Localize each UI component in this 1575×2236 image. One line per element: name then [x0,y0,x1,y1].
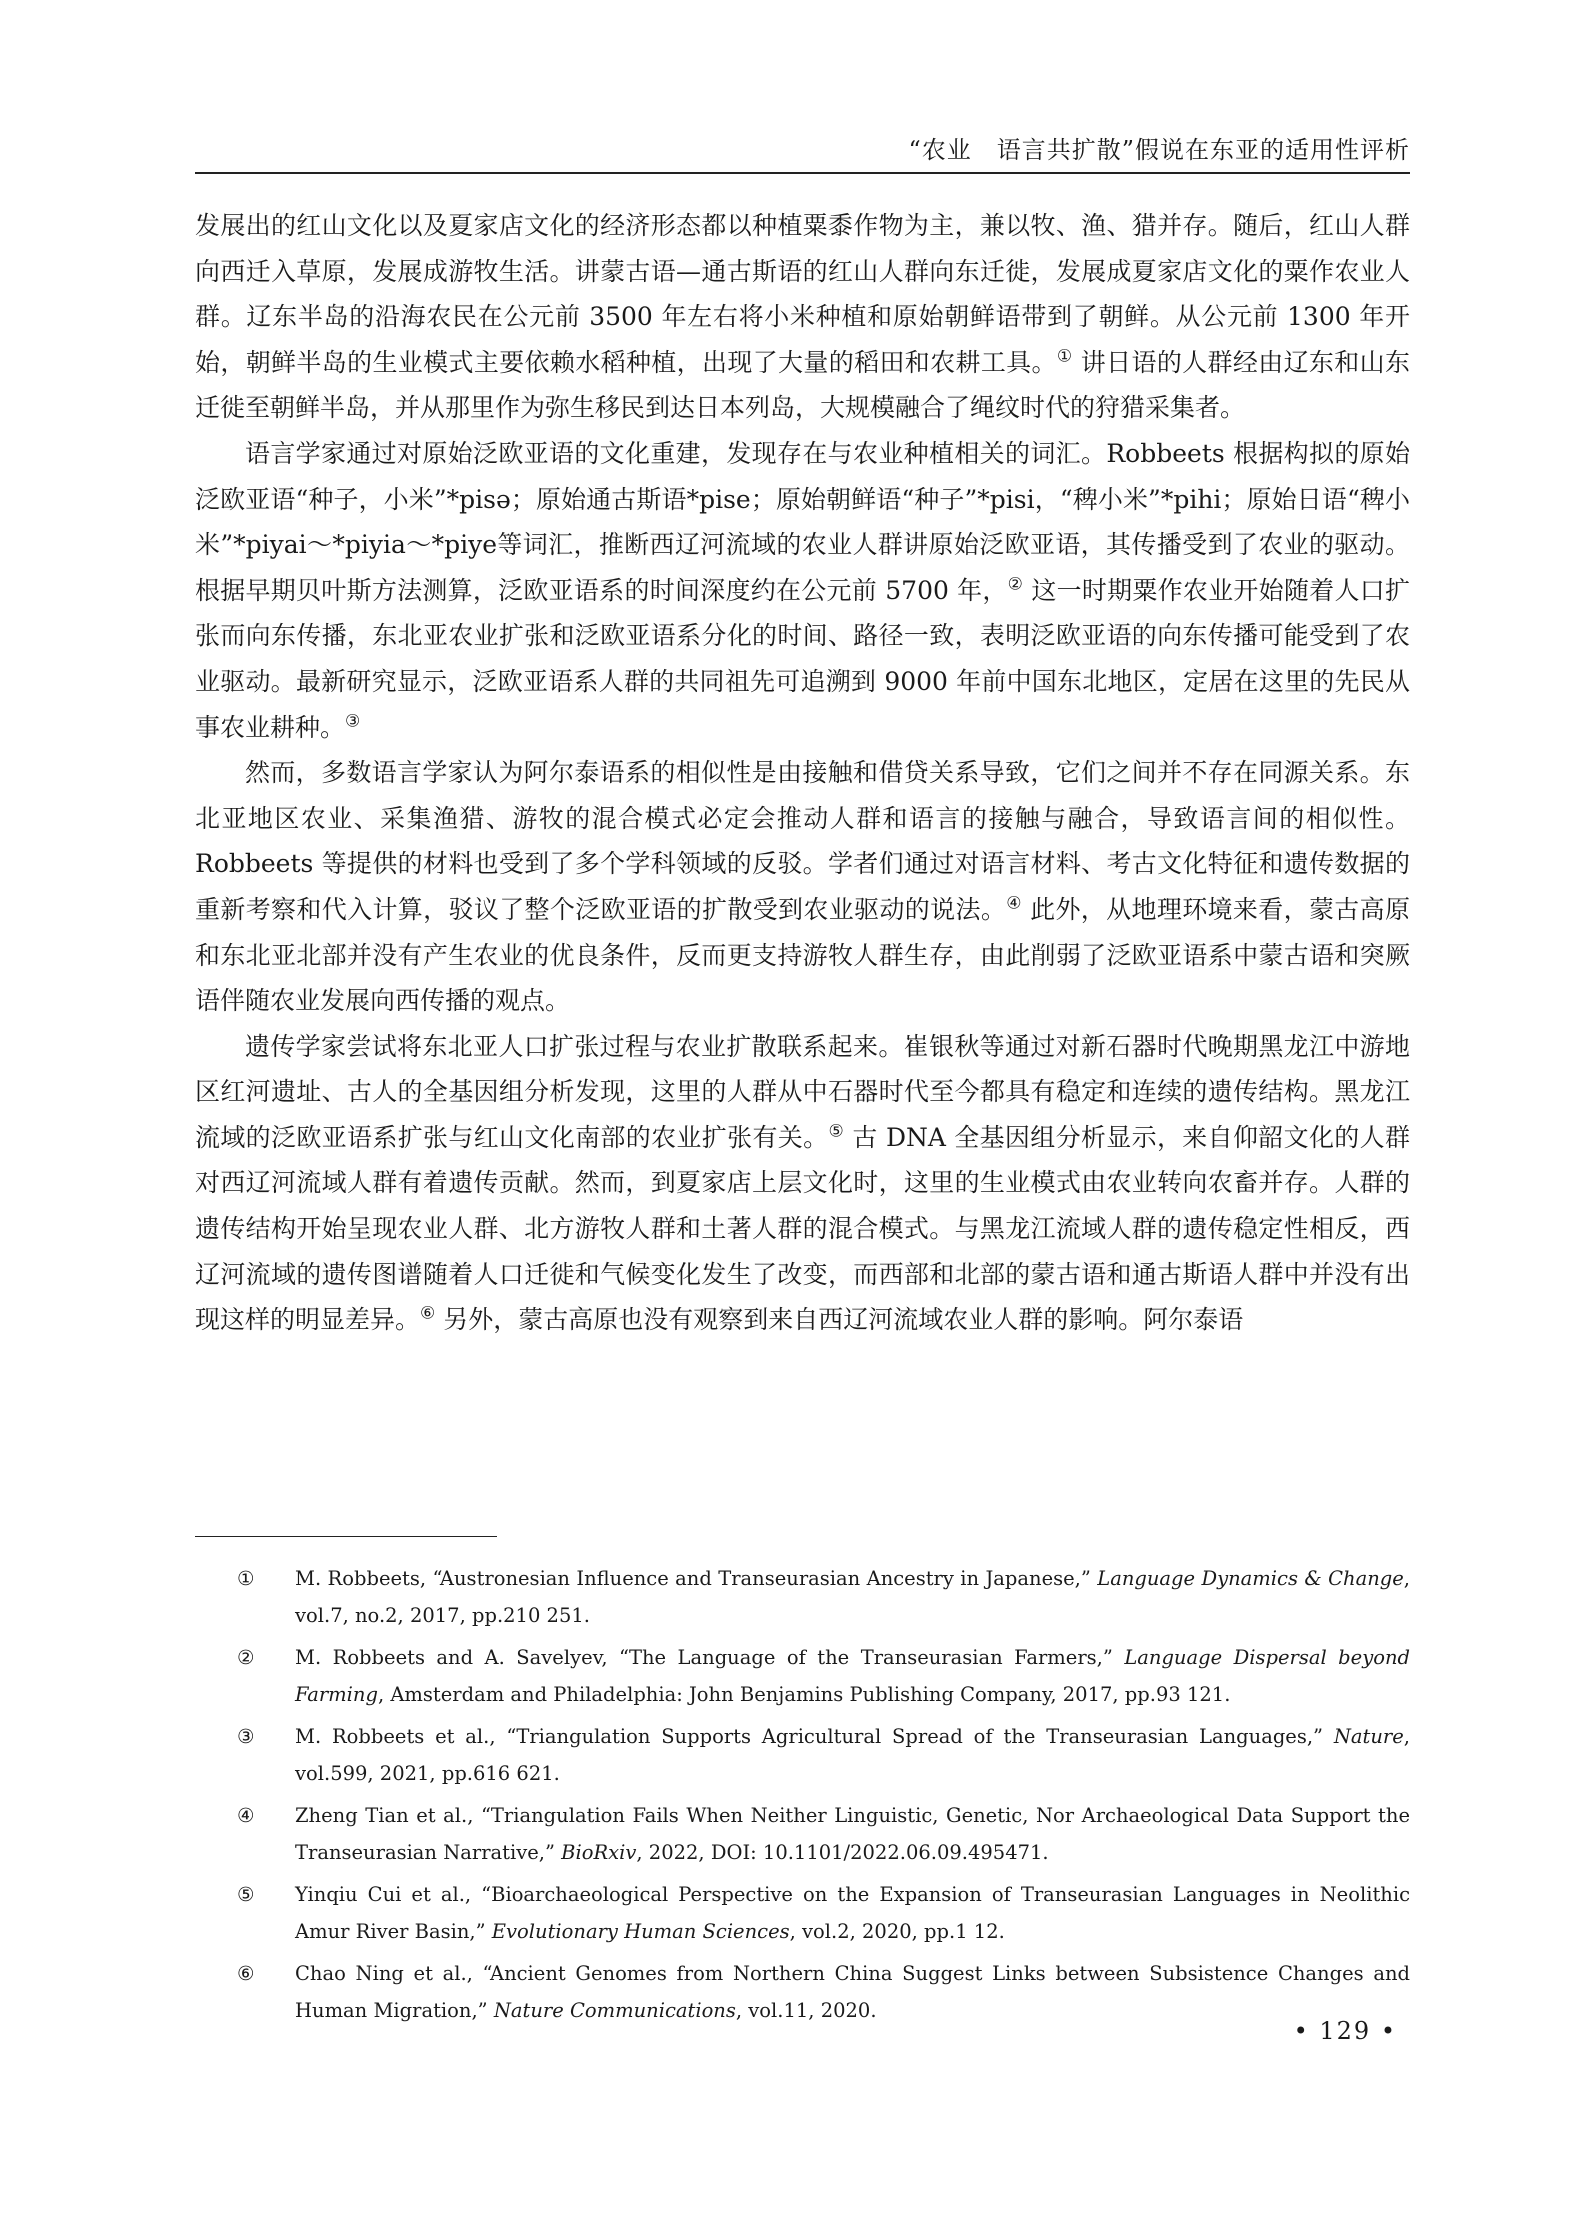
paragraph-text: 然而，多数语言学家认为阿尔泰语系的相似性是由接触和借贷关系导致，它们之间并不存在同源关系。东北亚地区农业、采集渔猎、游牧的混合模式必定会推动人群和语言的接触与融合，导致语言间的相似性。Robbeets 等提供的材料也受到了多个学科领域的反驳。学者们通过对语言材料、考古文化特征和遗传数据的重新考察和代入计算，驳议了整个泛欧亚语的扩散受到农业驱动的说法。 [195,758,1410,924]
footnote-1 [195,1560,1410,1634]
running-head: “农业 语言共扩散”假说在东亚的适用性评析 [908,136,1410,164]
footnote-ref[interactable]: ① [1056,346,1073,367]
footnote-text: M. Robbeets, “Austronesian Influence and Transeurasian Ancestry in Japanese,” Language Dynamics & Change, vol.7, no.2, 2017, pp.210 251. [295,1567,1410,1627]
paragraph-text: 古 DNA 全基因组分析显示，来自仰韶文化的人群对西辽河流域人群有着遗传贡献。然而，到夏家店上层文化时，这里的生业模式由农业转向农畜并存。人群的遗传结构开始呈现农业人群、北方游牧人群和土著人群的混合模式。与黑龙江流域人群的遗传稳定性相反，西辽河流域的遗传图谱随着人口迁徙和气候变化发生了改变，而西部和北部的蒙古语和通古斯语人群中并没有出现这样的明显差异。 [195,1122,1410,1335]
paragraph-text: 语言学家通过对原始泛欧亚语的文化重建，发现存在与农业种植相关的词汇。Robbeets 根据构拟的原始泛欧亚语“种子，小米”*pisə；原始通古斯语*pise；原始朝鲜语“种子”*pisi，“稗小米”*pihi；原始日语“稗小米”*piyai～*piyia～*piye等词汇，推断西辽河流域的农业人群讲原始泛欧亚语，其传播受到了农业的驱动。根据早期贝叶斯方法测算，泛欧亚语系的时间深度约在公元前 5700 年， [195,438,1410,605]
paragraph-text: 遗传学家尝试将东北亚人口扩张过程与农业扩散联系起来。崔银秋等通过对新石器时代晚期黑龙江中游地区红河遗址、古人的全基因组分析发现，这里的人群从中石器时代至今都具有稳定和连续的遗传结构。黑龙江流域的泛欧亚语系扩张与红山文化南部的农业扩张有关。 [195,1031,1410,1152]
footnote-text: Zheng Tian et al., “Triangulation Fails When Neither Linguistic, Genetic, Nor Archaeological Data Support the Transeurasian Narrative,” BioRxiv, 2022, DOI: 10.1101/2022.06.09.495471. [295,1804,1410,1864]
paragraph-1 [195,203,1410,431]
footnote-text: Yinqiu Cui et al., “Bioarchaeological Perspective on the Expansion of Transeurasian Languages in Neolithic Amur River Basin,” Evolutionary Human Sciences, vol.2, 2020, pp.1 12. [295,1883,1410,1943]
footnote-4 [195,1797,1410,1871]
paragraph-2 [195,431,1410,750]
footnote-text: Chao Ning et al., “Ancient Genomes from Northern China Suggest Links between Subsistence Changes and Human Migration,” Nature Communications, vol.11, 2020. [295,1962,1410,2022]
paragraph-text: 讲日语的人群经由辽东和山东迁徙至朝鲜半岛，并从那里作为弥生移民到达日本列岛，大规模融合了绳纹时代的狩猎采集者。 [195,347,1410,423]
footnote-mark: ② [237,1646,255,1669]
footnote-ref[interactable]: ⑤ [828,1121,845,1142]
footnotes [195,1560,1410,2034]
footnote-mark: ① [237,1567,255,1590]
paragraph-text: 另外，蒙古高原也没有观察到来自西辽河流域农业人群的影响。阿尔泰语 [435,1305,1244,1335]
footnote-rule [195,1536,497,1537]
paragraph-3 [195,750,1410,1024]
footnote-mark: ③ [237,1725,255,1748]
footnote-text: M. Robbeets et al., “Triangulation Supports Agricultural Spread of the Transeurasian Languages,” Nature, vol.599, 2021, pp.616 621. [295,1725,1410,1785]
footnote-2 [195,1639,1410,1713]
page-number: • 129 • [1293,2017,1397,2045]
paragraph-text: 这一时期粟作农业开始随着人口扩张而向东传播，东北亚农业扩张和泛欧亚语系分化的时间、路径一致，表明泛欧亚语的向东传播可能受到了农业驱动。最新研究显示，泛欧亚语系人群的共同祖先可追溯到 9000 年前中国东北地区，定居在这里的先民从事农业耕种。 [195,575,1410,742]
footnote-ref[interactable]: ② [1007,574,1024,595]
footnote-text: M. Robbeets and A. Savelyev, “The Language of the Transeurasian Farmers,” Language Dispersal beyond Farming, Amsterdam and Philadelphia: John Benjamins Publishing Company, 2017, pp.93 121. [295,1646,1410,1706]
footnote-mark: ⑤ [237,1883,255,1906]
footnote-mark: ④ [237,1804,255,1827]
header-rule [195,172,1410,174]
footnote-ref[interactable]: ④ [1006,893,1022,914]
footnote-ref[interactable]: ⑥ [420,1303,436,1324]
footnote-3 [195,1718,1410,1792]
paragraph-text: 发展出的红山文化以及夏家店文化的经济形态都以种植粟黍作物为主，兼以牧、渔、猎并存。随后，红山人群向西迁入草原，发展成游牧生活。讲蒙古语—通古斯语的红山人群向东迁徙，发展成夏家店文化的粟作农业人群。辽东半岛的沿海农民在公元前 3500 年左右将小米种植和原始朝鲜语带到了朝鲜。从公元前 1300 年开始，朝鲜半岛的生业模式主要依赖水稻种植，出现了大量的稻田和农耕工具。 [195,211,1410,377]
paragraph-4 [195,1024,1410,1343]
paragraph-text: 此外，从地理环境来看，蒙古高原和东北亚北部并没有产生农业的优良条件，反而更支持游牧人群生存，由此削弱了泛欧亚语系中蒙古语和突厥语伴随农业发展向西传播的观点。 [195,894,1410,1016]
footnote-mark: ⑥ [237,1962,255,1985]
footnote-5 [195,1876,1410,1950]
body-text [195,203,1410,1343]
footnote-6 [195,1955,1410,2029]
footnote-ref[interactable]: ③ [345,711,361,732]
